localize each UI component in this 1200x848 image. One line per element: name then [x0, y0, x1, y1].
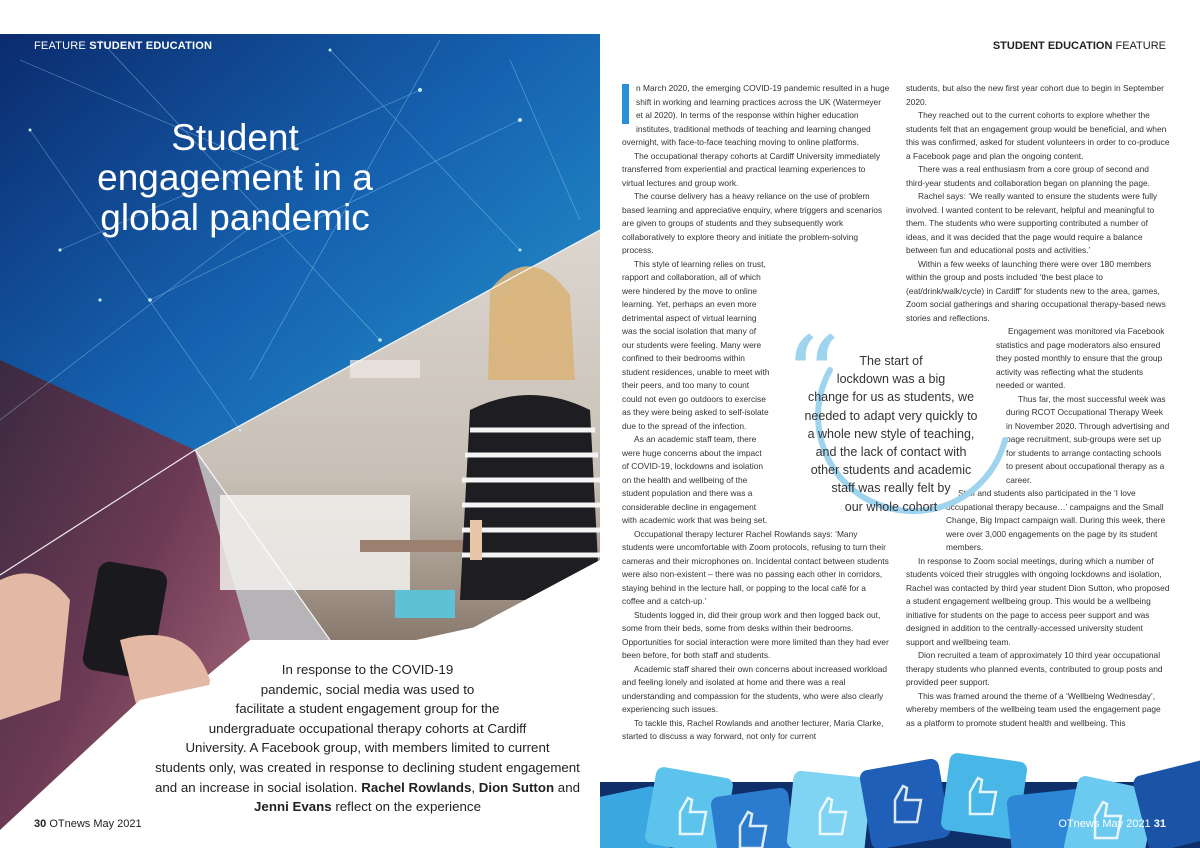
pull-quote-line: and the lack of contact with	[815, 445, 967, 460]
body-paragraph: Within a few weeks of launching there were over 180 members within the group and posts included ‘the best place to (eat/drink/walk/cycle) in Cardiff’ for students new to the area, games, Zoom social gatherings and sharing occupational therapy-based news stories and reflections.	[906, 258, 1166, 323]
page-number: 30	[34, 818, 47, 830]
pull-quote-line: needed to adapt very quickly to	[804, 408, 978, 423]
body-paragraph: As an academic staff team, there were huge concerns about the impact of COVID-19, lockdowns and isolation on the health and wellbeing of the student population and there was a considerable decline in engagement with academic work that was being set.	[622, 434, 768, 525]
title-line: engagement in a	[97, 157, 373, 198]
body-paragraph: Thus far, the most successful week was during RCOT Occupational Therapy Week in November 2020. Through advertising and page recruitment, sub-groups were set up for students to arrange contacting schools to present about occupational therapy as a career.	[1006, 393, 1170, 485]
body-paragraph: They reached out to the current cohorts to explore whether the students felt that an engagement group would be beneficial, and when this was confirmed, asked for student volunteers in order to co-produce a Facebook page and plan the ongoing content.	[906, 110, 1170, 161]
author-name: Jenni Evans	[254, 799, 332, 815]
body-paragraph: Rachel says: ‘We really wanted to ensure the students were fully involved. I wanted content to be relevant, helpful and meaningful to them. The students who were supporting contributed a number of ideas, and it was decided that the page would require a balance between fun and educational posts and activities.’	[906, 191, 1158, 255]
body-paragraph: In response to Zoom social meetings, during which a number of students voiced their struggles with ongoing lockdowns and isolation, Rachel was contacted by third year student Dion Sutton, who proposed a student engagement wellbeing group. This would be a wellbeing initiative for students on the page to access peer support and was designed in addition to the centrally-accessed university student support and wellbeing team.	[906, 555, 1170, 647]
title-line: global pandemic	[100, 197, 370, 238]
standfirst-line: undergraduate occupational therapy cohorts at Cardiff	[208, 720, 527, 736]
pull-quote-line: lockdown was a big	[836, 372, 946, 387]
standfirst-line: University. A Facebook group, with members limited to current	[185, 740, 550, 756]
standfirst-line: students only, was created in response to declining student engagement	[155, 759, 580, 775]
publication-name: OTnews May 2021	[49, 818, 142, 830]
body-paragraph: This was framed around the theme of a ‘Wellbeing Wednesday’, whereby members of the wellbeing team used the engagement page as a platform to promote student health and wellbeing. This	[906, 690, 1161, 728]
header-topic-label: STUDENT EDUCATION	[992, 40, 1113, 52]
standfirst-line	[140, 797, 595, 817]
pull-quote-line: The start of	[859, 354, 923, 368]
folio-left	[34, 818, 142, 830]
body-paragraph: Academic staff shared their own concerns about increased workload and feeling lonely and isolated at home and there was a real understanding and compassion for the students, who were also clearly experiencing such issues.	[622, 663, 888, 714]
body-paragraph: Occupational therapy lecturer Rachel Rowlands says: ‘Many students were uncomfortable with Zoom protocols, refusing to turn their cameras and their microphones on. Incidental contact between students were also non-existent – there was no passing each other in corridors, staying behind in the lecture hall, or popping to the local café for a coffee and a catch-up.’	[622, 528, 889, 606]
body-paragraph: There was a real enthusiasm from a core group of second and third-year students and collaboration began on planning the page.	[906, 164, 1150, 188]
publication-name: OTnews May 2021	[1058, 818, 1151, 830]
body-paragraph: This style of learning relies on trust, rapport and collaboration, all of which were hindered by the move to online learning. Yet, perhaps an even more detrimental aspect of virtual learning was the social isolation that many of our students were feeling. Many were confined to their bedrooms within student residences, unable to meet with their peers, and too many to count could not even go outdoors to exercise as they were being asked to self-isolate due to the spread of the infection.	[622, 258, 770, 431]
conjunction: and	[557, 779, 580, 795]
author-name: Rachel Rowlands	[361, 779, 472, 795]
standfirst-text: and an increase in social isolation.	[155, 779, 358, 795]
standfirst-line: In response to the COVID-19	[281, 662, 454, 677]
body-paragraph: Dion recruited a team of approximately 10 third year occupational therapy students who planned events, contributed to group posts and provided peer support.	[906, 650, 1163, 687]
standfirst-tail: reflect on the experience	[335, 799, 481, 815]
body-paragraph: To tackle this, Rachel Rowlands and another lecturer, Maria Clarke, started to discuss a way forward, not only for current	[622, 717, 884, 741]
body-paragraph: students, but also the new first year cohort due to begin in September 2020.	[906, 83, 1164, 107]
pull-quote-line: other students and academic	[810, 463, 972, 478]
pull-quote-line: staff was really felt by	[831, 481, 951, 496]
pull-quote	[780, 352, 1002, 516]
standfirst-line	[140, 778, 595, 798]
page-number: 31	[1153, 818, 1166, 830]
quote-mark: “	[784, 313, 841, 441]
folio-right	[1058, 818, 1166, 830]
separator: ,	[471, 779, 476, 795]
body-paragraph: Students logged in, did their group work and then logged back out, some from their beds, some from desks within their bedrooms. Opportunities for social interaction were more limited than they had ever been before, for both staff and students.	[622, 609, 889, 660]
paragraph-text: n March 2020, the emerging COVID-19 pandemic resulted in a huge shift in working and learning practices across the UK (Watermeyer et al 2020). In terms of the response within higher education institutes, traditional methods of teaching and learning changed overnight, with face-to-face teaching moving to online platforms.	[622, 83, 890, 147]
title-line: Student	[171, 117, 299, 158]
body-paragraph: The course delivery has a heavy reliance on the use of problem based learning and appreciative enquiry, where triggers and scenarios are given to groups of students and they subsequently work collaboratively to explore theory and initiate the problem-solving process.	[622, 191, 883, 255]
standfirst	[140, 660, 595, 817]
body-paragraph: Engagement was monitored via Facebook statistics and page moderators also ensured they posted monthly to ensure that the group activity was reflecting what the students needed or wanted.	[996, 326, 1165, 390]
author-name: Dion Sutton	[478, 779, 555, 795]
header-section-label: FEATURE	[34, 40, 86, 52]
pull-quote-line: a whole new style of teaching,	[807, 426, 975, 441]
section-header-left	[34, 40, 212, 52]
body-paragraph: The occupational therapy cohorts at Cardiff University immediately transferred from experiential and practical learning experiences to virtual lectures and group work.	[622, 150, 881, 188]
standfirst-line: facilitate a student engagement group for the	[235, 701, 500, 717]
thumbs-up-banner	[600, 752, 1200, 848]
standfirst-line: pandemic, social media was used to	[260, 681, 475, 697]
pull-quote-line: change for us as students, we	[807, 390, 975, 405]
pull-quote-line: our whole cohort	[844, 499, 938, 514]
drop-cap	[622, 84, 629, 124]
body-paragraph: Staff and students also participated in the ‘I love occupational therapy because…’ campaigns and the Small Change, Big Impact campaign wall. During this week, there were over 3,000 engagements on the page by its student members.	[946, 488, 1166, 552]
article-title	[60, 118, 410, 238]
section-header-right	[993, 40, 1166, 52]
header-topic-label: STUDENT EDUCATION	[89, 40, 213, 52]
header-section-label: FEATURE	[1115, 40, 1166, 52]
body-paragraph	[622, 82, 890, 150]
